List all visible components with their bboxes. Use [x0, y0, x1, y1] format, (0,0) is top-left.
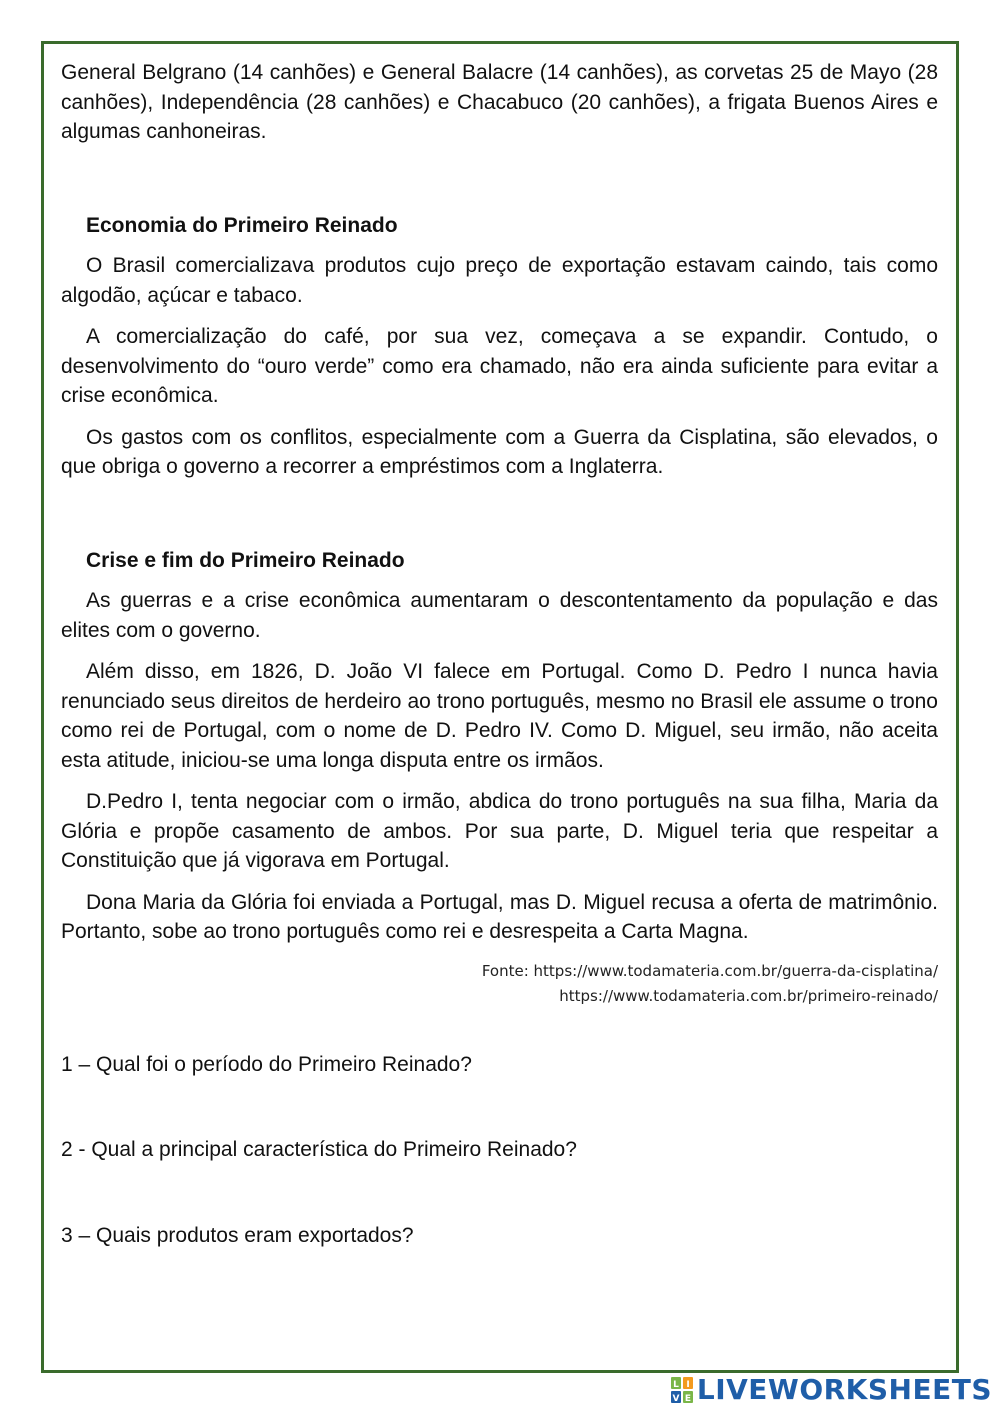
intro-paragraph: General Belgrano (14 canhões) e General Balacre (14 canhões), as corvetas 25 de Mayo (28 canhões), Independência (28 canhões) e Chacabuco (20 canhões), a frigata Buenos Aires e algumas canhoneiras.	[61, 61, 938, 143]
economia-paragraph-1: O Brasil comercializava produtos cujo preço de exportação estavam caindo, tais como algodão, açúcar e tabaco.	[61, 254, 938, 307]
liveworksheets-brand[interactable]	[671, 1375, 992, 1405]
svg-text:L: L	[673, 1380, 679, 1390]
question-2: 2 - Qual a principal característica do Primeiro Reinado?	[61, 1138, 577, 1161]
crise-paragraph-4: Dona Maria da Glória foi enviada a Portugal, mas D. Miguel recusa a oferta de matrimônio. Portanto, sobe ao trono português como rei e desrespeita a Carta Magna.	[61, 890, 938, 943]
source-line-2: https://www.todamateria.com.br/primeiro-reinado/	[559, 986, 938, 1005]
liveworksheets-logo-icon	[671, 1377, 693, 1403]
economia-paragraph-3: Os gastos com os conflitos, especialmente com a Guerra da Cisplatina, são elevados, o que obriga o governo a recorrer a empréstimos com a Inglaterra.	[61, 425, 938, 478]
brand-name: LIVEWORKSHEETS	[696, 1373, 992, 1406]
economia-paragraph-2: A comercialização do café, por sua vez, começava a se expandir. Contudo, o desenvolvimento do “ouro verde” como era chamado, não era ainda suficiente para evitar a crise econômica.	[61, 325, 938, 407]
source-line-1: Fonte: https://www.todamateria.com.br/guerra-da-cisplatina/	[481, 961, 938, 980]
svg-text:V: V	[672, 1394, 680, 1403]
section-spacer	[61, 159, 938, 211]
crise-heading: Crise e fim do Primeiro Reinado	[86, 548, 405, 572]
crise-paragraph-3: D.Pedro I, tenta negociar com o irmão, abdica do trono português na sua filha, Maria da Glória e propõe casamento de ambos. Por sua parte, D. Miguel teria que respeitar a Constituição que já vigorava em Portugal.	[61, 790, 938, 872]
section-spacer	[61, 494, 938, 546]
crise-paragraph-1: As guerras e a crise econômica aumentaram o descontentamento da população e das elites com o governo.	[61, 589, 938, 642]
crise-paragraph-2: Além disso, em 1826, D. João VI falece em Portugal. Como D. Pedro I nunca havia renunciado seus direitos de herdeiro ao trono português, mesmo no Brasil ele assume o trono como rei de Portugal, com o nome de D. Pedro IV. Como D. Miguel, seu irmão, não aceita esta atitude, iniciou-se uma longa disputa entre os irmãos.	[61, 660, 938, 772]
svg-text:E: E	[684, 1394, 691, 1403]
question-1: 1 – Qual foi o período do Primeiro Reinado?	[61, 1052, 472, 1076]
source-citation	[61, 959, 938, 1009]
question-3: 3 – Quais produtos eram exportados?	[61, 1223, 414, 1247]
economia-heading: Economia do Primeiro Reinado	[86, 213, 398, 237]
svg-text:I: I	[686, 1380, 690, 1390]
worksheet-content	[61, 58, 938, 1250]
